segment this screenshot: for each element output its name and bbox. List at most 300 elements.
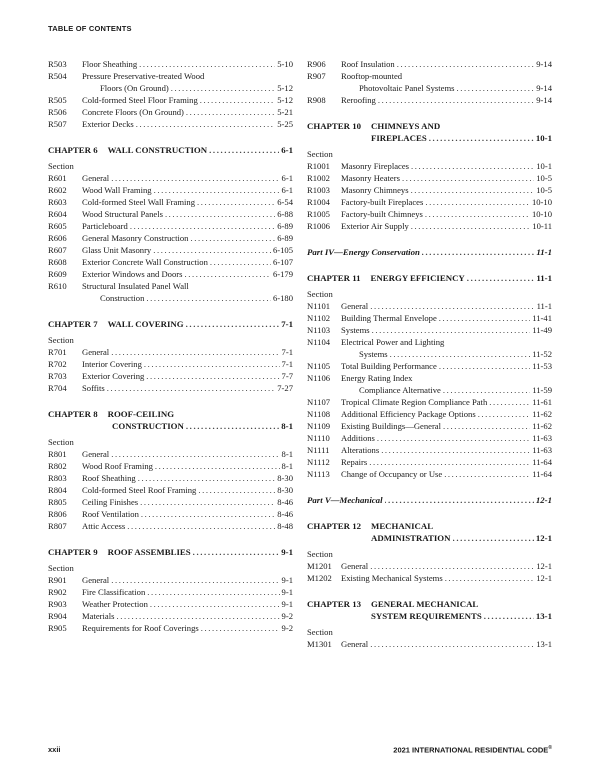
section-number: R701: [48, 347, 67, 357]
section-number: R803: [48, 473, 67, 483]
page-ref: 11-49: [532, 325, 552, 335]
chapter-title: ROOF-CEILING: [107, 409, 175, 419]
section-title: Alterations: [341, 445, 380, 455]
toc-entry-line: [307, 444, 552, 456]
section-number: R603: [48, 197, 67, 207]
toc-entry[interactable]: [48, 244, 293, 256]
toc-entry-line: [307, 160, 552, 172]
chapter-page: 8-1: [281, 421, 293, 431]
toc-entry-line: [48, 256, 293, 268]
leader-dots: [453, 532, 534, 544]
section-number: R504: [48, 71, 67, 81]
chapter-page: 7-1: [281, 319, 293, 329]
toc-entry[interactable]: [307, 372, 552, 396]
section-number: R908: [307, 95, 326, 105]
page-ref: 7-1: [281, 347, 293, 357]
toc-entry[interactable]: [48, 58, 293, 70]
leader-dots: [140, 496, 275, 508]
toc-entry[interactable]: [48, 508, 293, 520]
section-title: General: [341, 301, 369, 311]
section-number: R605: [48, 221, 67, 231]
section-title: Weather Protection: [82, 599, 148, 609]
chapter-heading-line: [307, 132, 552, 144]
section-number: R507: [48, 119, 67, 129]
page-ref: 11-1: [536, 301, 552, 311]
toc-entry[interactable]: [307, 172, 552, 184]
leader-dots: [370, 300, 534, 312]
page-ref: 8-48: [277, 521, 293, 531]
toc-entry[interactable]: [307, 396, 552, 408]
page-ref: 9-1: [281, 599, 293, 609]
leader-dots: [411, 184, 535, 196]
section-title: Exterior Covering: [82, 371, 145, 381]
toc-entry[interactable]: [307, 420, 552, 432]
toc-entry[interactable]: [48, 106, 293, 118]
leader-dots: [201, 622, 280, 634]
page-ref: 10-1: [536, 161, 552, 171]
page-ref: 9-14: [536, 95, 552, 105]
toc-left-column: [48, 58, 293, 634]
section-number: R1004: [307, 197, 330, 207]
section-title: Particleboard: [82, 221, 128, 231]
toc-entry[interactable]: [307, 456, 552, 468]
page-ref: 9-2: [281, 623, 293, 633]
section-label: Section: [48, 437, 74, 447]
leader-dots: [139, 58, 275, 70]
toc-entry-line: [48, 460, 293, 472]
page-ref: 9-14: [536, 59, 552, 69]
chapter-page: 13-1: [535, 611, 552, 621]
chapter-title: ENERGY EFFICIENCY: [370, 273, 465, 283]
toc-entry[interactable]: [48, 220, 293, 232]
section-title: Wood Structural Panels: [82, 209, 163, 219]
leader-dots: [111, 346, 279, 358]
chapter-heading-line: [48, 546, 293, 558]
page-number: xxii: [48, 745, 61, 754]
toc-entry[interactable]: [307, 184, 552, 196]
leader-dots: [443, 384, 530, 396]
toc-entry[interactable]: [48, 196, 293, 208]
section-number: N1101: [307, 301, 331, 311]
page-ref: 5-12: [277, 83, 293, 93]
toc-entry[interactable]: [307, 572, 552, 584]
section-title: Roof Insulation: [341, 59, 395, 69]
section-title: Exterior Concrete Wall Construction: [82, 257, 208, 267]
toc-entry[interactable]: [48, 460, 293, 472]
toc-entry-line: [48, 598, 293, 610]
toc-entry[interactable]: [48, 118, 293, 130]
section-number: R804: [48, 485, 67, 495]
toc-entry[interactable]: [307, 324, 552, 336]
section-number: R606: [48, 233, 67, 243]
toc-entry[interactable]: [307, 160, 552, 172]
leader-dots: [456, 82, 534, 94]
page-ref: 13-1: [536, 639, 552, 649]
leader-dots: [402, 172, 534, 184]
section-title: Roof Ventilation: [82, 509, 139, 519]
leader-dots: [171, 82, 275, 94]
toc-entry-line: [307, 420, 552, 432]
chapter-heading[interactable]: [307, 520, 552, 544]
page-ref: 11-41: [532, 313, 552, 323]
page-ref: 6-1: [281, 185, 293, 195]
toc-entry-line: [48, 208, 293, 220]
section-number: R801: [48, 449, 67, 459]
toc-entry-line: [307, 360, 552, 372]
section-number: R604: [48, 209, 67, 219]
toc-entry[interactable]: [48, 346, 293, 358]
toc-entry[interactable]: [307, 94, 552, 106]
leader-dots: [154, 184, 280, 196]
toc-entry-line: [48, 118, 293, 130]
leader-dots: [370, 560, 534, 572]
chapter-heading-line: [48, 144, 293, 156]
chapter-heading[interactable]: [48, 546, 293, 558]
page-ref: 8-46: [277, 497, 293, 507]
toc-entry[interactable]: [48, 268, 293, 280]
leader-dots: [397, 58, 535, 70]
page-ref: 11-61: [532, 397, 552, 407]
toc-entry[interactable]: [48, 472, 293, 484]
toc-entry[interactable]: [307, 560, 552, 572]
toc-entry-line: [48, 358, 293, 370]
toc-entry-line: [307, 82, 552, 94]
toc-entry-line: [307, 384, 552, 396]
toc-entry[interactable]: [48, 370, 293, 382]
page-ref: 6-88: [277, 209, 293, 219]
section-number: R1001: [307, 161, 330, 171]
toc-entry[interactable]: [48, 610, 293, 622]
chapter-heading-line: [48, 420, 293, 432]
section-title: Wood Wall Framing: [82, 185, 152, 195]
section-title: Concrete Floors (On Ground): [82, 107, 184, 117]
chapter-heading[interactable]: [307, 598, 552, 622]
toc-entry[interactable]: [48, 382, 293, 394]
page-ref: 8-46: [277, 509, 293, 519]
toc-entry-line: [48, 58, 293, 70]
toc-entry[interactable]: [307, 468, 552, 480]
section-title: General Masonry Construction: [82, 233, 189, 243]
leader-dots: [136, 118, 275, 130]
page-ref: 8-1: [281, 449, 293, 459]
section-number: R506: [48, 107, 67, 117]
toc-entry[interactable]: [48, 208, 293, 220]
toc-entry-line: [48, 496, 293, 508]
section-number: N1113: [307, 469, 330, 479]
toc-entry-line: [48, 196, 293, 208]
page-ref: 8-1: [281, 461, 293, 471]
section-number: R805: [48, 497, 67, 507]
page-ref: 11-64: [532, 469, 552, 479]
toc-entry[interactable]: [48, 622, 293, 634]
toc-entry-line: [48, 508, 293, 520]
section-number: R503: [48, 59, 67, 69]
toc-entry-line: [307, 172, 552, 184]
page-ref: 5-10: [277, 59, 293, 69]
toc-entry[interactable]: [48, 520, 293, 532]
chapter-heading-line: [48, 318, 293, 330]
toc-entry[interactable]: [48, 280, 293, 304]
section-title: Roof Sheathing: [82, 473, 136, 483]
toc-entry-line: [307, 408, 552, 420]
section-label: Section: [307, 627, 333, 637]
section-number: M1202: [307, 573, 332, 583]
toc-entry-line: [48, 448, 293, 460]
toc-entry-line: [307, 572, 552, 584]
section-number: R1006: [307, 221, 330, 231]
section-title: Additional Efficiency Package Options: [341, 409, 476, 419]
section-number: M1201: [307, 561, 332, 571]
part-heading[interactable]: [307, 246, 552, 258]
section-number: R901: [48, 575, 67, 585]
toc-entry-line: [307, 312, 552, 324]
leader-dots: [390, 348, 531, 360]
toc-entry-line: [48, 472, 293, 484]
leader-dots: [184, 268, 270, 280]
chapter-number: CHAPTER 10: [307, 121, 362, 131]
page-ref: 6-1: [281, 173, 293, 183]
page-ref: 7-7: [281, 371, 293, 381]
page-ref: 6-105: [272, 245, 293, 255]
toc-entry[interactable]: [48, 172, 293, 184]
section-label: Section: [307, 289, 333, 299]
chapter-page: 11-1: [536, 273, 552, 283]
toc-entry[interactable]: [307, 70, 552, 94]
section-title: Cold-formed Steel Roof Framing: [82, 485, 197, 495]
toc-entry[interactable]: [48, 586, 293, 598]
toc-entry[interactable]: [307, 360, 552, 372]
toc-entry[interactable]: [48, 484, 293, 496]
chapter-heading[interactable]: [307, 120, 552, 144]
section-title: Pressure Preservative-treated Wood: [82, 71, 205, 81]
section-title: Interior Covering: [82, 359, 142, 369]
leader-dots: [116, 610, 279, 622]
leader-dots: [444, 468, 530, 480]
chapter-heading-line: [48, 408, 293, 420]
section-title: Soffits: [82, 383, 105, 393]
leader-dots: [425, 196, 530, 208]
chapter-heading-line: [307, 610, 552, 622]
chapter-heading-line: [307, 120, 552, 132]
section-title: Existing Buildings—General: [341, 421, 442, 431]
leader-dots: [107, 382, 275, 394]
section-title-continued: Photovoltaic Panel Systems: [359, 83, 455, 93]
toc-entry[interactable]: [307, 432, 552, 444]
toc-entry[interactable]: [48, 232, 293, 244]
chapter-heading[interactable]: [48, 144, 293, 156]
leader-dots: [411, 220, 530, 232]
section-title: Change of Occupancy or Use: [341, 469, 443, 479]
leader-dots: [150, 598, 280, 610]
section-number: N1102: [307, 313, 331, 323]
toc-entry[interactable]: [48, 496, 293, 508]
page-ref: 10-11: [532, 221, 552, 231]
section-title: Glass Unit Masonry: [82, 245, 152, 255]
toc-entry[interactable]: [48, 598, 293, 610]
page-ref: 6-180: [272, 293, 293, 303]
section-title: Cold-formed Steel Wall Framing: [82, 197, 195, 207]
leader-dots: [130, 220, 275, 232]
toc-entry-line: [48, 70, 293, 82]
page-ref: 6-89: [277, 233, 293, 243]
page-ref: 11-62: [532, 421, 552, 431]
chapter-page: 12-1: [535, 533, 552, 543]
leader-dots: [153, 244, 271, 256]
toc-entry[interactable]: [307, 638, 552, 650]
chapter-number: CHAPTER 9: [48, 547, 98, 557]
section-title: Additions: [341, 433, 375, 443]
section-title: General: [82, 173, 110, 183]
section-title: Factory-built Fireplaces: [341, 197, 424, 207]
toc-entry[interactable]: [307, 408, 552, 420]
page-ref: 11-63: [532, 445, 552, 455]
section-number: R1005: [307, 209, 330, 219]
section-title: Masonry Chimneys: [341, 185, 409, 195]
registered-mark: ®: [548, 745, 552, 751]
book-title: 2021 INTERNATIONAL RESIDENTIAL CODE®: [393, 745, 552, 755]
toc-entry[interactable]: [307, 336, 552, 360]
chapter-title: WALL CONSTRUCTION: [107, 145, 208, 155]
leader-dots: [372, 324, 531, 336]
page-ref: 11-63: [532, 433, 552, 443]
leader-dots: [155, 460, 280, 472]
leader-dots: [478, 408, 531, 420]
section-number: R602: [48, 185, 67, 195]
section-title: General: [82, 449, 110, 459]
toc-entry-line: [48, 346, 293, 358]
toc-entry[interactable]: [307, 444, 552, 456]
toc-entry[interactable]: [48, 256, 293, 268]
chapter-title: WALL COVERING: [107, 319, 184, 329]
toc-entry[interactable]: [307, 312, 552, 324]
page-ref: 7-27: [277, 383, 293, 393]
section-title: Electrical Power and Lighting: [341, 337, 445, 347]
section-number: N1104: [307, 337, 331, 347]
section-title: Reroofing: [341, 95, 376, 105]
toc-entry-line: [307, 300, 552, 312]
page-ref: 12-1: [536, 561, 552, 571]
toc-entry-line: [48, 172, 293, 184]
section-title: Cold-formed Steel Floor Framing: [82, 95, 198, 105]
chapter-number: CHAPTER 8: [48, 409, 98, 419]
section-title: Fire Classification: [82, 587, 146, 597]
chapter-heading[interactable]: [307, 272, 552, 284]
section-title: Floor Sheathing: [82, 59, 138, 69]
section-number: R702: [48, 359, 67, 369]
toc-entry-line: [48, 82, 293, 94]
leader-dots: [197, 196, 275, 208]
toc-entry[interactable]: [307, 208, 552, 220]
section-label: Section: [48, 563, 74, 573]
section-number: R905: [48, 623, 67, 633]
leader-dots: [439, 312, 530, 324]
chapter-number: CHAPTER 7: [48, 319, 98, 329]
leader-dots: [369, 456, 530, 468]
section-title: Ceiling Finishes: [82, 497, 139, 507]
toc-entry[interactable]: [48, 94, 293, 106]
toc-entry[interactable]: [48, 70, 293, 94]
toc-entry[interactable]: [48, 448, 293, 460]
page-ref: 6-107: [272, 257, 293, 267]
chapter-title: MECHANICAL: [371, 521, 434, 531]
toc-entry-line: [307, 208, 552, 220]
toc-entry-line: [307, 184, 552, 196]
chapter-number: CHAPTER 11: [307, 273, 361, 283]
section-title: Repairs: [341, 457, 368, 467]
toc-entry-line: [48, 586, 293, 598]
section-number: N1109: [307, 421, 331, 431]
leader-dots: [422, 246, 534, 258]
section-label: Section: [48, 335, 74, 345]
chapter-title: GENERAL MECHANICAL: [371, 599, 479, 609]
toc-entry-line: [48, 484, 293, 496]
leader-dots: [445, 572, 535, 584]
toc-entry-line: [307, 196, 552, 208]
toc-entry[interactable]: [48, 358, 293, 370]
toc-entry-line: [307, 432, 552, 444]
chapter-number: CHAPTER 12: [307, 521, 362, 531]
page-ref: 6-89: [277, 221, 293, 231]
section-title: Total Building Performance: [341, 361, 437, 371]
leader-dots: [190, 232, 275, 244]
page-ref: 11-62: [532, 409, 552, 419]
toc-entry[interactable]: [48, 184, 293, 196]
part-title: Part IV—Energy Conservation: [307, 247, 420, 257]
toc-entry-line: [307, 220, 552, 232]
toc-entry-line: [48, 574, 293, 586]
leader-dots: [377, 432, 530, 444]
page-ref: 10-5: [536, 185, 552, 195]
toc-entry-line: [48, 244, 293, 256]
leader-dots: [146, 370, 279, 382]
toc-entry-line: [307, 94, 552, 106]
section-title: Rooftop-mounted: [341, 71, 403, 81]
toc-entry[interactable]: [48, 574, 293, 586]
toc-entry-line: [48, 382, 293, 394]
leader-dots: [127, 520, 275, 532]
leader-dots: [146, 292, 271, 304]
section-title: General: [341, 561, 369, 571]
section-number: R904: [48, 611, 67, 621]
section-number: M1301: [307, 639, 332, 649]
toc-entry[interactable]: [307, 196, 552, 208]
section-title: Structural Insulated Panel Wall: [82, 281, 189, 291]
toc-entry[interactable]: [307, 220, 552, 232]
section-number: R704: [48, 383, 67, 393]
toc-entry[interactable]: [307, 300, 552, 312]
leader-dots: [141, 508, 275, 520]
page-ref: 9-1: [281, 587, 293, 597]
leader-dots: [147, 586, 279, 598]
page-ref: 9-2: [281, 611, 293, 621]
chapter-heading[interactable]: [48, 318, 293, 330]
toc-header: TABLE OF CONTENTS: [48, 24, 132, 33]
chapter-heading-line: [307, 598, 552, 610]
chapter-page: 6-1: [281, 145, 293, 155]
chapter-heading-line: [307, 532, 552, 544]
leader-dots: [439, 360, 530, 372]
section-label: Section: [307, 549, 333, 559]
part-heading[interactable]: [307, 494, 552, 506]
chapter-heading[interactable]: [48, 408, 293, 432]
leader-dots: [111, 172, 279, 184]
page-ref: 6-179: [272, 269, 293, 279]
page-ref: 11-52: [532, 349, 552, 359]
toc-entry-line: [307, 560, 552, 572]
chapter-title-continued: ADMINISTRATION: [371, 533, 451, 543]
toc-entry[interactable]: [307, 58, 552, 70]
leader-dots: [200, 94, 275, 106]
